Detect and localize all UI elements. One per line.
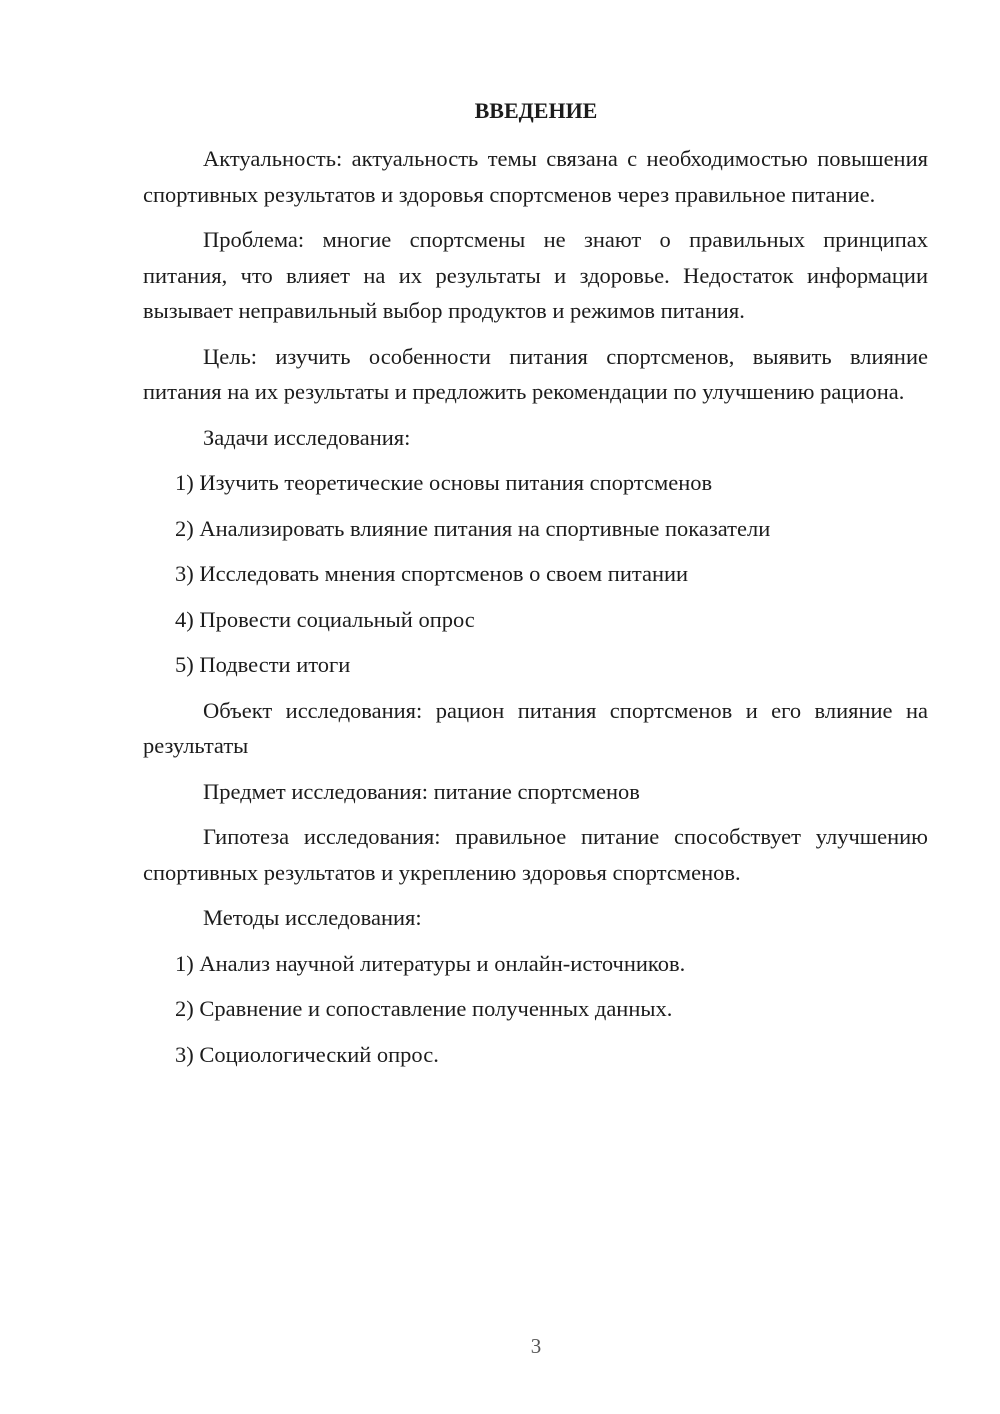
tasks-heading: Задачи исследования: [203,424,411,450]
object-paragraph: Объект исследования: рацион питания спортсменов и его влияние на результаты [143,697,928,758]
page-number: 3 [530,1334,542,1358]
task-item: 1) Изучить теоретические основы питания спортсменов [175,470,713,495]
method-item: 1) Анализ научной литературы и онлайн-источников. [175,950,686,976]
problem-paragraph: Проблема: многие спортсмены не знают о правильных принципах питания, что влияет на их результаты и здоровье. Недостаток информации вызывает неправильный выбор продуктов и режимов питания. [143,227,928,323]
task-item: 4) Провести социальный опрос [175,606,475,632]
relevance-paragraph: Актуальность: актуальность темы связана с необходимостью повышения спортивных результатов и здоровья спортсменов через правильное питание. [143,146,928,207]
task-item: 3) Исследовать мнения спортсменов о своем питании [175,561,689,586]
subject-paragraph: Предмет исследования: питание спортсменов [203,778,640,804]
method-item: 3) Социологический опрос. [175,1041,439,1067]
section-title: ВВЕДЕНИЕ [474,98,598,123]
methods-heading: Методы исследования: [203,905,422,930]
goal-paragraph: Цель: изучить особенности питания спортсменов, выявить влияние питания на их результаты и предложить рекомендации по улучшению рациона. [143,343,928,404]
task-item: 5) Подвести итоги [175,652,351,677]
task-item: 2) Анализировать влияние питания на спортивные показатели [175,515,771,541]
document-body [143,141,928,1082]
method-item: 2) Сравнение и сопоставление полученных данных. [175,996,673,1021]
hypothesis-paragraph: Гипотеза исследования: правильное питание способствует улучшению спортивных результатов и укреплению здоровья спортсменов. [143,824,928,885]
